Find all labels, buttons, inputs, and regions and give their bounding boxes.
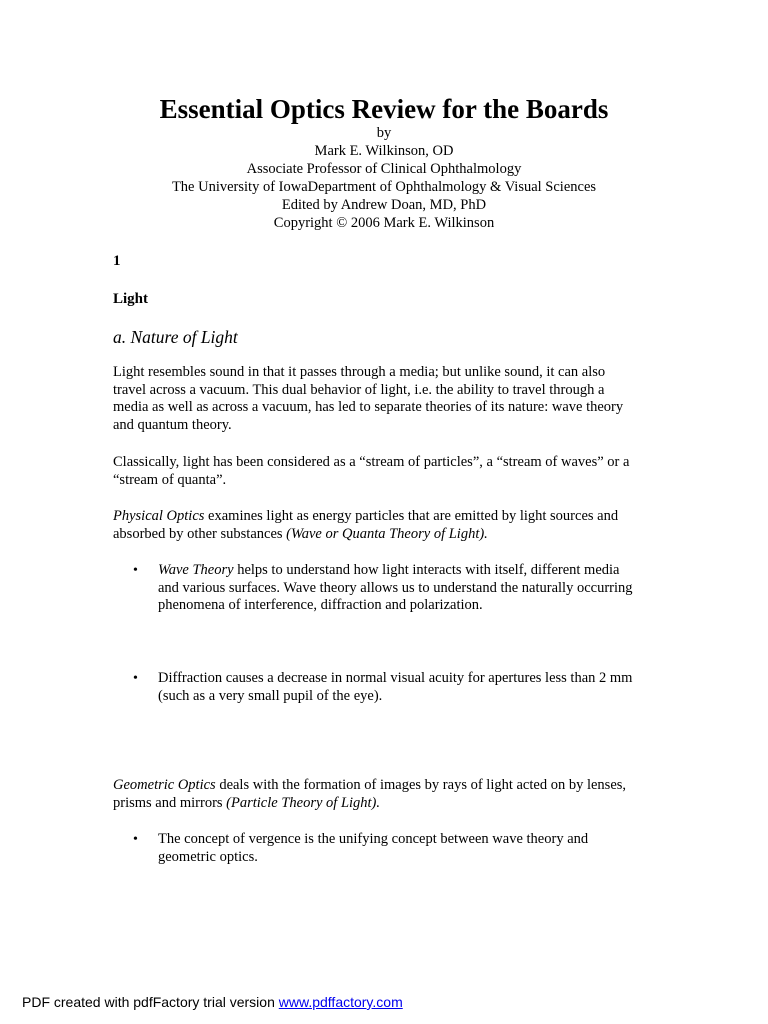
pdf-footer bbox=[22, 993, 403, 1011]
paragraph-italic-note: (Wave or Quanta Theory of Light). bbox=[286, 525, 488, 542]
bullet-line: and various surfaces. Wave theory allows us to understand the naturally occurring bbox=[158, 579, 633, 596]
footer-text: PDF created with pdfFactory trial version bbox=[22, 994, 279, 1010]
paragraph-line: “stream of quanta”. bbox=[113, 471, 227, 488]
bullet-diffraction bbox=[158, 670, 668, 705]
term-wave-theory: Wave Theory bbox=[158, 562, 234, 578]
paragraph-light-media bbox=[113, 364, 658, 434]
byline-position: Associate Professor of Clinical Ophthalmology bbox=[246, 161, 522, 177]
paragraph-text: deals with the formation of images by rays of light acted on by lenses, bbox=[215, 777, 627, 793]
document-title: Essential Optics Review for the Boards bbox=[159, 94, 609, 124]
paragraph-line: travel across a vacuum. This dual behavior of light, i.e. the ability to travel through a bbox=[113, 381, 605, 398]
section-title: Light bbox=[113, 291, 149, 307]
bullet-line: phenomena of interference, diffraction and polarization. bbox=[158, 597, 483, 613]
bullet-marker: • bbox=[133, 563, 138, 578]
byline-block bbox=[0, 124, 768, 232]
paragraph-italic-note: (Particle Theory of Light). bbox=[226, 794, 381, 811]
byline-editor: Edited by Andrew Doan, MD, PhD bbox=[281, 197, 487, 213]
term-geometric-optics: Geometric Optics bbox=[113, 777, 216, 793]
byline-author: Mark E. Wilkinson, OD bbox=[314, 143, 454, 159]
bullet-line: (such as a very small pupil of the eye). bbox=[158, 687, 383, 704]
paragraph-classical-view bbox=[113, 454, 658, 489]
subsection-heading: a. Nature of Light bbox=[113, 327, 238, 347]
paragraph-physical-optics bbox=[113, 508, 658, 543]
section-number: 1 bbox=[113, 253, 121, 269]
paragraph-line: media as well as across a vacuum, has led to separate theories of its nature: wave theory bbox=[113, 399, 624, 415]
bullet-line: Diffraction causes a decrease in normal visual acuity for apertures less than 2 mm bbox=[158, 670, 633, 686]
byline-by: by bbox=[376, 125, 392, 141]
paragraph-line: Light resembles sound in that it passes through a media; but unlike sound, it can also bbox=[113, 364, 606, 380]
bullet-marker: • bbox=[133, 671, 138, 686]
paragraph-line: and quantum theory. bbox=[113, 416, 232, 433]
paragraph-line: Classically, light has been considered as a “stream of particles”, a “stream of waves” or a bbox=[113, 454, 630, 470]
bullet-line: geometric optics. bbox=[158, 848, 258, 865]
paragraph-text: examines light as energy particles that are emitted by light sources and bbox=[204, 508, 619, 524]
bullet-text: helps to understand how light interacts with itself, different media bbox=[233, 562, 620, 578]
byline-affiliation: The University of IowaDepartment of Ophthalmology & Visual Sciences bbox=[171, 179, 597, 195]
paragraph-geometric-optics bbox=[113, 777, 658, 812]
footer-link[interactable]: www.pdffactory.com bbox=[278, 994, 403, 1010]
byline-copyright: Copyright © 2006 Mark E. Wilkinson bbox=[273, 215, 495, 231]
bullet-marker: • bbox=[133, 832, 138, 847]
bullet-line: The concept of vergence is the unifying concept between wave theory and bbox=[158, 831, 589, 847]
bullet-vergence bbox=[158, 831, 668, 866]
bullet-wave-theory bbox=[158, 562, 668, 615]
paragraph-text: absorbed by other substances bbox=[113, 525, 287, 542]
paragraph-text: prisms and mirrors bbox=[113, 794, 227, 811]
term-physical-optics: Physical Optics bbox=[113, 508, 205, 524]
